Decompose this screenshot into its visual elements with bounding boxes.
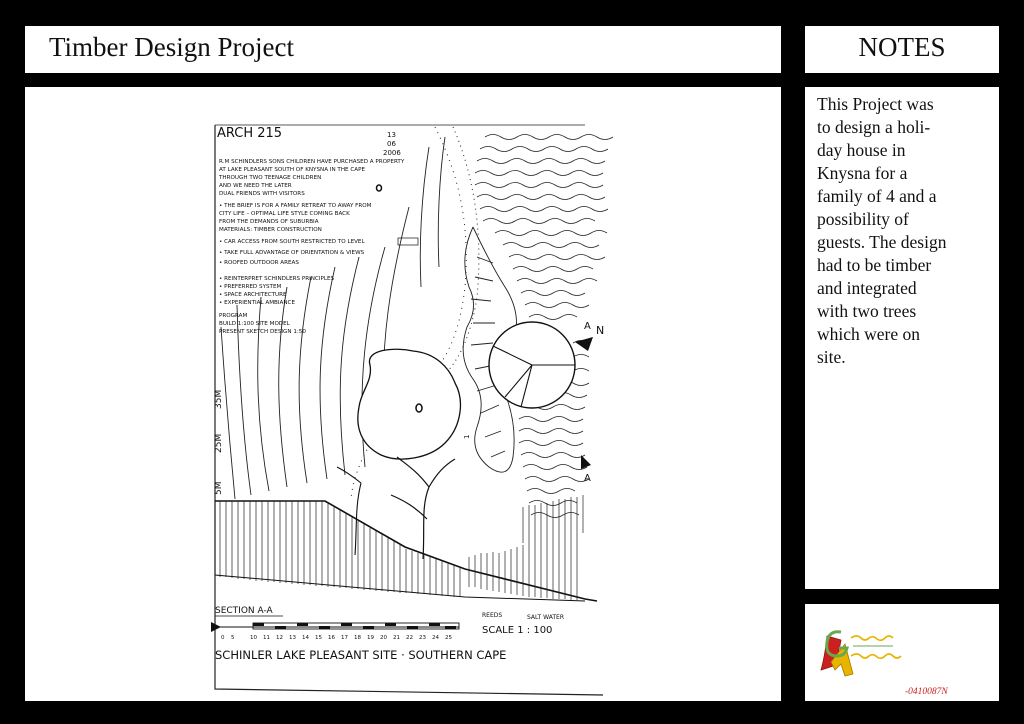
notes-heading: NOTES bbox=[858, 32, 946, 62]
svg-text:14: 14 bbox=[302, 635, 309, 641]
svg-text:AT LAKE PLEASANT SOUTH OF KNYS: AT LAKE PLEASANT SOUTH OF KNYSNA IN THE CAPE bbox=[219, 167, 365, 173]
svg-text:16: 16 bbox=[328, 635, 335, 641]
logo-panel bbox=[805, 604, 999, 701]
svg-text:FROM THE DEMANDS OF SUBURBIA: FROM THE DEMANDS OF SUBURBIA bbox=[219, 219, 319, 225]
svg-text:24: 24 bbox=[432, 635, 439, 641]
svg-text:25: 25 bbox=[445, 635, 452, 641]
svg-text:• REINTERPRET SCHINDLERS PRINC: • REINTERPRET SCHINDLERS PRINCIPLES bbox=[219, 276, 335, 282]
level-label-5m: 5M bbox=[214, 481, 224, 495]
page-title: Timber Design Project bbox=[49, 32, 294, 62]
svg-text:CITY LIFE – OPTIMAL LIFE STYLE: CITY LIFE – OPTIMAL LIFE STYLE COMING BACK bbox=[219, 211, 350, 217]
svg-text:18: 18 bbox=[354, 635, 361, 641]
course-code: ARCH 215 bbox=[217, 126, 283, 141]
svg-text:• EXPERIENTIAL AMBIANCE: • EXPERIENTIAL AMBIANCE bbox=[219, 300, 295, 306]
svg-text:22: 22 bbox=[406, 635, 413, 641]
svg-text:17: 17 bbox=[341, 635, 348, 641]
svg-text:• PREFERRED SYSTEM: • PREFERRED SYSTEM bbox=[219, 284, 282, 290]
svg-text:THROUGH TWO TEENAGE CHILDREN: THROUGH TWO TEENAGE CHILDREN bbox=[219, 175, 322, 181]
section-mark-bottom: A bbox=[584, 473, 591, 484]
salt-water-label: SALT WATER bbox=[527, 614, 564, 621]
level-label-25m: 25M bbox=[214, 433, 224, 453]
title-bar bbox=[25, 26, 781, 73]
svg-text:• TAKE FULL ADVANTAGE OF ORIEN: • TAKE FULL ADVANTAGE OF ORIENTATION & VIEWS bbox=[219, 250, 365, 256]
date-line-1: 13 bbox=[387, 131, 396, 139]
svg-text:1: 1 bbox=[463, 434, 471, 439]
date-line-3: 2006 bbox=[383, 149, 401, 157]
notes-text: This Project was to design a holi- day house in Knysna for a family of 4 and a possibility of guests. The design had to be timber and integrated with two trees which were on site. bbox=[817, 94, 947, 367]
scale-bar bbox=[211, 622, 459, 632]
svg-text:11: 11 bbox=[263, 635, 270, 641]
section-mark-top: A bbox=[584, 321, 591, 332]
section-label: SECTION A-A bbox=[215, 606, 273, 616]
svg-text:• SPACE ARCHITECTURE: • SPACE ARCHITECTURE bbox=[219, 292, 287, 298]
notes-header bbox=[805, 26, 999, 73]
svg-text:12: 12 bbox=[276, 635, 283, 641]
svg-text:R.M SCHINDLERS SONS CHILDREN H: R.M SCHINDLERS SONS CHILDREN HAVE PURCHASED A PROPERTY bbox=[219, 159, 405, 165]
scale-numbers bbox=[221, 635, 452, 641]
site-plan-drawing bbox=[25, 87, 781, 701]
svg-text:• ROOFED OUTDOOR AREAS: • ROOFED OUTDOOR AREAS bbox=[219, 260, 299, 266]
notes-panel bbox=[805, 87, 999, 589]
drawing-panel bbox=[25, 87, 781, 701]
svg-text:0: 0 bbox=[221, 635, 225, 641]
svg-text:• THE BRIEF IS FOR A FAMILY RE: • THE BRIEF IS FOR A FAMILY RETREAT TO AWAY FROM bbox=[219, 203, 372, 209]
student-number: -0410087N bbox=[905, 687, 948, 697]
svg-text:23: 23 bbox=[419, 635, 426, 641]
level-label-35m: 35M bbox=[214, 389, 224, 409]
site-caption: SCHINLER LAKE PLEASANT SITE · SOUTHERN CAPE bbox=[215, 648, 507, 662]
svg-text:20: 20 bbox=[380, 635, 387, 641]
date-line-2: 06 bbox=[387, 140, 396, 148]
svg-text:MATERIALS: TIMBER CONSTRUCTION: MATERIALS: TIMBER CONSTRUCTION bbox=[219, 227, 322, 233]
svg-text:AND WE NEED THE LATER: AND WE NEED THE LATER bbox=[219, 183, 292, 189]
svg-text:21: 21 bbox=[393, 635, 400, 641]
reeds-label: REEDS bbox=[482, 612, 503, 619]
svg-text:19: 19 bbox=[367, 635, 374, 641]
svg-text:10: 10 bbox=[250, 635, 257, 641]
svg-text:BUILD 1:100 SITE MODEL: BUILD 1:100 SITE MODEL bbox=[219, 321, 290, 327]
svg-text:13: 13 bbox=[289, 635, 296, 641]
svg-text:15: 15 bbox=[315, 635, 322, 641]
svg-text:DUAL FRIENDS WITH VISITORS: DUAL FRIENDS WITH VISITORS bbox=[219, 191, 305, 197]
north-label: N bbox=[596, 324, 605, 337]
scale-label: SCALE 1 : 100 bbox=[482, 625, 553, 636]
svg-text:PRESENT SKETCH DESIGN 1:50: PRESENT SKETCH DESIGN 1:50 bbox=[219, 329, 306, 335]
svg-text:• CAR ACCESS FROM SOUTH RESTRI: • CAR ACCESS FROM SOUTH RESTRICTED TO LEVEL bbox=[219, 239, 365, 245]
svg-text:5: 5 bbox=[231, 635, 235, 641]
svg-text:PROGRAM: PROGRAM bbox=[219, 313, 248, 319]
architect-logo bbox=[805, 604, 999, 701]
house-footprint bbox=[358, 349, 461, 459]
